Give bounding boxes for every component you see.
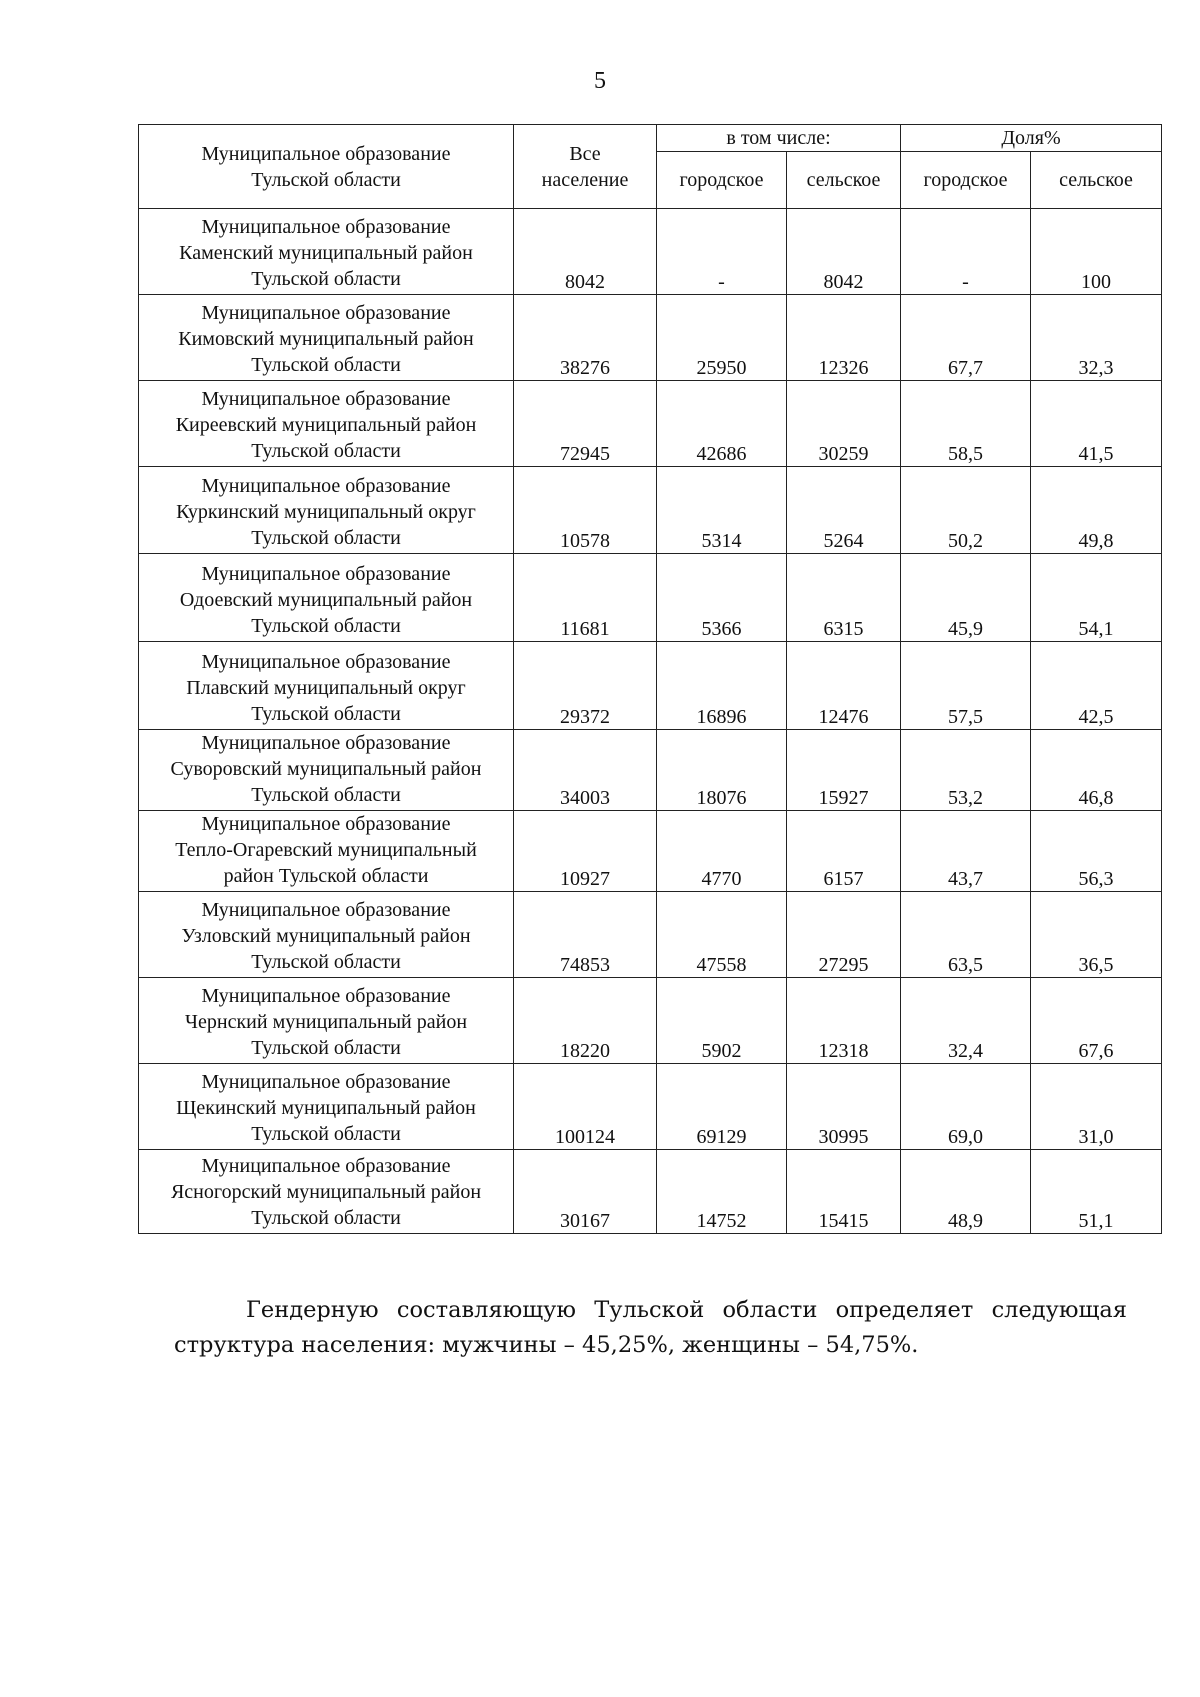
municipality-name-line: Узловский муниципальный район [181, 925, 471, 947]
header-municipality-line1: Муниципальное образование [201, 142, 451, 165]
municipality-name-line: Тульской области [251, 1037, 401, 1059]
cell-urban-share: 50,2 [901, 467, 1031, 554]
table-row [139, 381, 1162, 467]
municipality-name-line: Муниципальное образование [201, 899, 451, 921]
municipality-name-line: Муниципальное образование [201, 302, 451, 324]
cell-rural-share: 67,6 [1031, 978, 1162, 1064]
cell-rural: 30995 [787, 1064, 901, 1150]
municipality-name-line: Тульской области [251, 703, 401, 725]
municipality-name-line: Муниципальное образование [201, 732, 451, 754]
table-row [139, 811, 1162, 892]
municipality-name [139, 295, 514, 381]
municipality-name-line: Суворовский муниципальный район [170, 758, 482, 780]
municipality-name-line: Муниципальное образование [201, 813, 451, 835]
cell-urban: 16896 [657, 642, 787, 730]
municipality-name-line: Тульской области [251, 951, 401, 973]
cell-urban-share: 57,5 [901, 642, 1031, 730]
municipality-name-line: Тульской области [251, 527, 401, 549]
cell-urban-share: 69,0 [901, 1064, 1031, 1150]
cell-rural: 12318 [787, 978, 901, 1064]
page-number: 5 [594, 68, 606, 94]
cell-urban: 18076 [657, 730, 787, 811]
municipality-name-line: Одоевский муниципальный район [179, 589, 473, 611]
gender-structure-paragraph: Гендерную составляющую Тульской области определяет следующая структура населения: мужчины – 45,25%, женщины – 54,75%. [174, 1296, 1127, 1358]
cell-urban: 5902 [657, 978, 787, 1064]
municipality-name [139, 811, 514, 892]
cell-total: 72945 [514, 381, 657, 467]
cell-total: 10927 [514, 811, 657, 892]
header-rural-share: сельское [1031, 152, 1162, 209]
cell-total: 8042 [514, 209, 657, 295]
municipality-name-line: Муниципальное образование [201, 216, 451, 238]
header-municipality-line2: Тульской области [251, 168, 401, 191]
header-total [514, 125, 657, 209]
header-rural: сельское [787, 152, 901, 209]
cell-rural-share: 49,8 [1031, 467, 1162, 554]
table-row [139, 978, 1162, 1064]
municipality-name-line: Тульской области [251, 1123, 401, 1145]
table-row [139, 467, 1162, 554]
cell-rural: 5264 [787, 467, 901, 554]
cell-urban-share: 63,5 [901, 892, 1031, 978]
cell-rural: 30259 [787, 381, 901, 467]
municipality-name-line: Муниципальное образование [201, 1071, 451, 1093]
municipality-name-line: Муниципальное образование [201, 388, 451, 410]
cell-urban-share: 67,7 [901, 295, 1031, 381]
municipality-name-line: Тепло-Огаревский муниципальный [175, 839, 477, 861]
header-municipality [139, 125, 514, 209]
municipality-name-line: Тульской области [251, 784, 401, 806]
municipality-name [139, 209, 514, 295]
header-share: Доля% [901, 125, 1162, 152]
table-row [139, 892, 1162, 978]
cell-urban-share: - [901, 209, 1031, 295]
cell-rural-share: 31,0 [1031, 1064, 1162, 1150]
table-row [139, 1150, 1162, 1234]
municipality-name-line: Тульской области [251, 268, 401, 290]
cell-urban: 14752 [657, 1150, 787, 1234]
cell-rural: 8042 [787, 209, 901, 295]
cell-total: 100124 [514, 1064, 657, 1150]
header-urban-share: городское [901, 152, 1031, 209]
cell-total: 34003 [514, 730, 657, 811]
cell-urban-share: 32,4 [901, 978, 1031, 1064]
cell-rural-share: 46,8 [1031, 730, 1162, 811]
municipality-name-line: Муниципальное образование [201, 651, 451, 673]
municipality-name-line: Муниципальное образование [201, 475, 451, 497]
municipality-name [139, 1150, 514, 1234]
cell-total: 18220 [514, 978, 657, 1064]
municipality-name [139, 730, 514, 811]
cell-rural-share: 54,1 [1031, 554, 1162, 642]
cell-urban-share: 45,9 [901, 554, 1031, 642]
municipality-name-line: Каменский муниципальный район [179, 242, 473, 264]
municipality-name-line: Муниципальное образование [201, 985, 451, 1007]
municipality-name-line: Тульской области [251, 354, 401, 376]
municipality-name [139, 467, 514, 554]
cell-urban: 4770 [657, 811, 787, 892]
cell-rural: 27295 [787, 892, 901, 978]
cell-rural: 6315 [787, 554, 901, 642]
municipality-name-line: Ясногорский муниципальный район [170, 1181, 482, 1203]
cell-rural-share: 32,3 [1031, 295, 1162, 381]
municipality-name [139, 642, 514, 730]
cell-urban-share: 58,5 [901, 381, 1031, 467]
cell-rural: 15927 [787, 730, 901, 811]
municipality-name-line: Муниципальное образование [201, 563, 451, 585]
cell-total: 38276 [514, 295, 657, 381]
cell-rural: 6157 [787, 811, 901, 892]
municipality-name [139, 892, 514, 978]
cell-urban-share: 43,7 [901, 811, 1031, 892]
municipality-name-line: Щекинский муниципальный район [176, 1097, 476, 1119]
cell-rural: 12476 [787, 642, 901, 730]
table-row [139, 642, 1162, 730]
cell-urban: 25950 [657, 295, 787, 381]
cell-rural-share: 51,1 [1031, 1150, 1162, 1234]
population-table [138, 124, 1162, 1234]
municipality-name-line: Тульской области [251, 615, 401, 637]
cell-rural: 12326 [787, 295, 901, 381]
municipality-name [139, 1064, 514, 1150]
table-row [139, 730, 1162, 811]
municipality-name-line: Тульской области [251, 1207, 401, 1229]
municipality-name-line: район Тульской области [223, 865, 429, 887]
table-row [139, 1064, 1162, 1150]
municipality-name [139, 381, 514, 467]
header-total-line1: Все [569, 142, 601, 165]
header-row-top [139, 125, 1162, 152]
cell-rural: 15415 [787, 1150, 901, 1234]
header-including: в том числе: [657, 125, 901, 152]
cell-total: 30167 [514, 1150, 657, 1234]
municipality-name-line: Куркинский муниципальный округ [176, 501, 476, 523]
table-row [139, 209, 1162, 295]
cell-rural-share: 41,5 [1031, 381, 1162, 467]
municipality-name [139, 978, 514, 1064]
cell-urban: - [657, 209, 787, 295]
cell-urban: 5366 [657, 554, 787, 642]
cell-rural-share: 56,3 [1031, 811, 1162, 892]
cell-rural-share: 36,5 [1031, 892, 1162, 978]
cell-urban-share: 53,2 [901, 730, 1031, 811]
cell-total: 29372 [514, 642, 657, 730]
cell-urban: 69129 [657, 1064, 787, 1150]
municipality-name-line: Тульской области [251, 440, 401, 462]
header-total-line2: население [541, 168, 629, 191]
cell-rural-share: 100 [1031, 209, 1162, 295]
municipality-name-line: Муниципальное образование [201, 1155, 451, 1177]
cell-urban: 5314 [657, 467, 787, 554]
cell-total: 11681 [514, 554, 657, 642]
cell-urban: 42686 [657, 381, 787, 467]
cell-urban-share: 48,9 [901, 1150, 1031, 1234]
cell-total: 10578 [514, 467, 657, 554]
municipality-name-line: Чернский муниципальный район [184, 1011, 468, 1033]
municipality-name-line: Киреевский муниципальный район [175, 414, 477, 436]
cell-rural-share: 42,5 [1031, 642, 1162, 730]
municipality-name [139, 554, 514, 642]
table-row [139, 295, 1162, 381]
table-body [139, 209, 1162, 1234]
header-urban: городское [657, 152, 787, 209]
cell-urban: 47558 [657, 892, 787, 978]
cell-total: 74853 [514, 892, 657, 978]
municipality-name-line: Плавский муниципальный округ [186, 677, 466, 699]
table-row [139, 554, 1162, 642]
municipality-name-line: Кимовский муниципальный район [178, 328, 474, 350]
